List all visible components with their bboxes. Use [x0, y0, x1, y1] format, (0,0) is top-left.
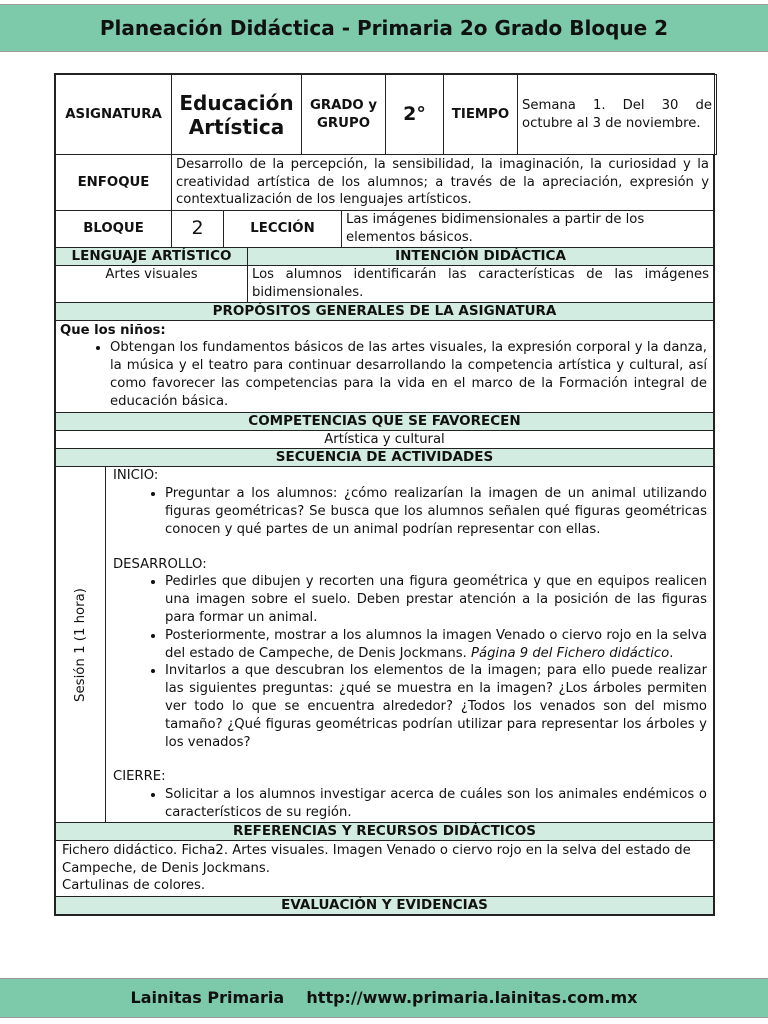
competencias-header: COMPETENCIAS QUE SE FAVORECEN — [56, 412, 714, 430]
bloque-label: BLOQUE — [56, 211, 172, 248]
desarrollo-item-2-ref: Página 9 del Fichero didáctico — [471, 645, 670, 661]
footer — [0, 978, 768, 1018]
lenguaje-header: LENGUAJE ARTÍSTICO — [56, 248, 248, 266]
cierre-label: CIERRE: — [113, 769, 166, 785]
secuencia-body — [106, 467, 714, 822]
competencias-value: Artística y cultural — [56, 430, 714, 449]
referencias-line-1: Fichero didáctico. Ficha2. Artes visuales. Imagen Venado o ciervo rojo en la selva del estado de Campeche, de Denis Jockmans. — [62, 842, 691, 876]
referencias-header: REFERENCIAS Y RECURSOS DIDÁCTICOS — [56, 822, 714, 840]
propositos-table — [55, 302, 714, 413]
secuencia-table — [55, 466, 714, 822]
propositos-body — [56, 320, 714, 412]
referencias-body — [56, 840, 714, 896]
lesson-plan-sheet — [54, 73, 715, 916]
propositos-intro: Que los niños: — [60, 322, 166, 338]
desarrollo-item-3: • Invitarlos a que descubran los elementos de la imagen; para ello puede realizar las siguientes preguntas: ¿qué se muestra en la imagen? ¿Los árboles permiten ver todo lo que se encuentra alrededor? ¿Todos los venados son del mismo tamaño? ¿Qué figuras geométricas podrían utilizar para representar los árboles y los venados? — [165, 662, 707, 751]
proposito-item: • Obtengan los fundamentos básicos de las artes visuales, la expresión corporal y la danza, la música y el teatro para continuar desarrollando la competencia artística y cultural, así como favorecer las competencias para la vida en el marco de la Formación integral de educación básica. — [110, 339, 707, 410]
lenguaje-table — [55, 247, 714, 303]
enfoque-table — [55, 154, 714, 211]
bloque-table — [55, 210, 714, 248]
page-title: Planeación Didáctica - Primaria 2o Grado Bloque 2 — [0, 4, 768, 52]
grado-label: GRADO y GRUPO — [302, 75, 386, 155]
desarrollo-item-2-text: Posteriormente, mostrar a los alumnos la imagen Venado o ciervo rojo en la selva del estado de Campeche, de Denis Jockmans. — [165, 627, 707, 661]
tiempo-value: Semana 1. Del 30 de octubre al 3 de noviembre. — [518, 75, 717, 155]
desarrollo-item-2-end: . — [669, 645, 674, 661]
bloque-value: 2 — [172, 211, 224, 248]
referencias-line-2: Cartulinas de colores. — [62, 878, 206, 894]
asignatura-label: ASIGNATURA — [56, 75, 172, 155]
competencias-table — [55, 412, 714, 468]
footer-text: Lainitas Primaria http://www.primaria.lainitas.com.mx — [130, 988, 638, 1007]
grado-value: 2° — [386, 75, 444, 155]
cierre-item: • Solicitar a los alumnos investigar acerca de cuáles son los animales endémicos o característicos de su región. — [165, 786, 707, 822]
leccion-label: LECCIÓN — [224, 211, 342, 248]
tiempo-label: TIEMPO — [444, 75, 518, 155]
evaluacion-header: EVALUACIÓN Y EVIDENCIAS — [56, 897, 714, 915]
desarrollo-label: DESARROLLO: — [113, 556, 207, 572]
intencion-header: INTENCIÓN DIDÁCTICA — [248, 248, 714, 266]
info-table — [55, 74, 717, 155]
intencion-value: Los alumnos identificarán las características de las imágenes bidimensionales. — [248, 266, 714, 303]
desarrollo-item-2 — [165, 627, 707, 663]
session-cell — [56, 467, 106, 822]
enfoque-label: ENFOQUE — [56, 155, 172, 211]
leccion-value: Las imágenes bidimensionales a partir de los elementos básicos. — [342, 211, 714, 248]
session-label: Sesión 1 (1 hora) — [72, 587, 88, 702]
inicio-item: • Preguntar a los alumnos: ¿cómo realizarían la imagen de un animal utilizando figuras geométricas? Se busca que los alumnos señalen qué figuras geométricas conocen y qué partes de un animal podrían representar con ellas. — [165, 485, 707, 538]
enfoque-value: Desarrollo de la percepción, la sensibilidad, la imaginación, la curiosidad y la creatividad artística de los alumnos; a través de la apreciación, expresión y contextualización de los lenguajes artísticos. — [172, 155, 714, 211]
referencias-table — [55, 822, 714, 915]
secuencia-header: SECUENCIA DE ACTIVIDADES — [56, 449, 714, 467]
asignatura-value: Educación Artística — [172, 75, 302, 155]
lenguaje-value: Artes visuales — [56, 266, 248, 303]
desarrollo-item-1: • Pedirles que dibujen y recorten una figura geométrica y que en equipos realicen una imagen sobre el suelo. Deben prestar atención a la posición de las figuras para formar un animal. — [165, 573, 707, 626]
inicio-label: INICIO: — [113, 468, 159, 484]
propositos-header: PROPÓSITOS GENERALES DE LA ASIGNATURA — [56, 302, 714, 320]
